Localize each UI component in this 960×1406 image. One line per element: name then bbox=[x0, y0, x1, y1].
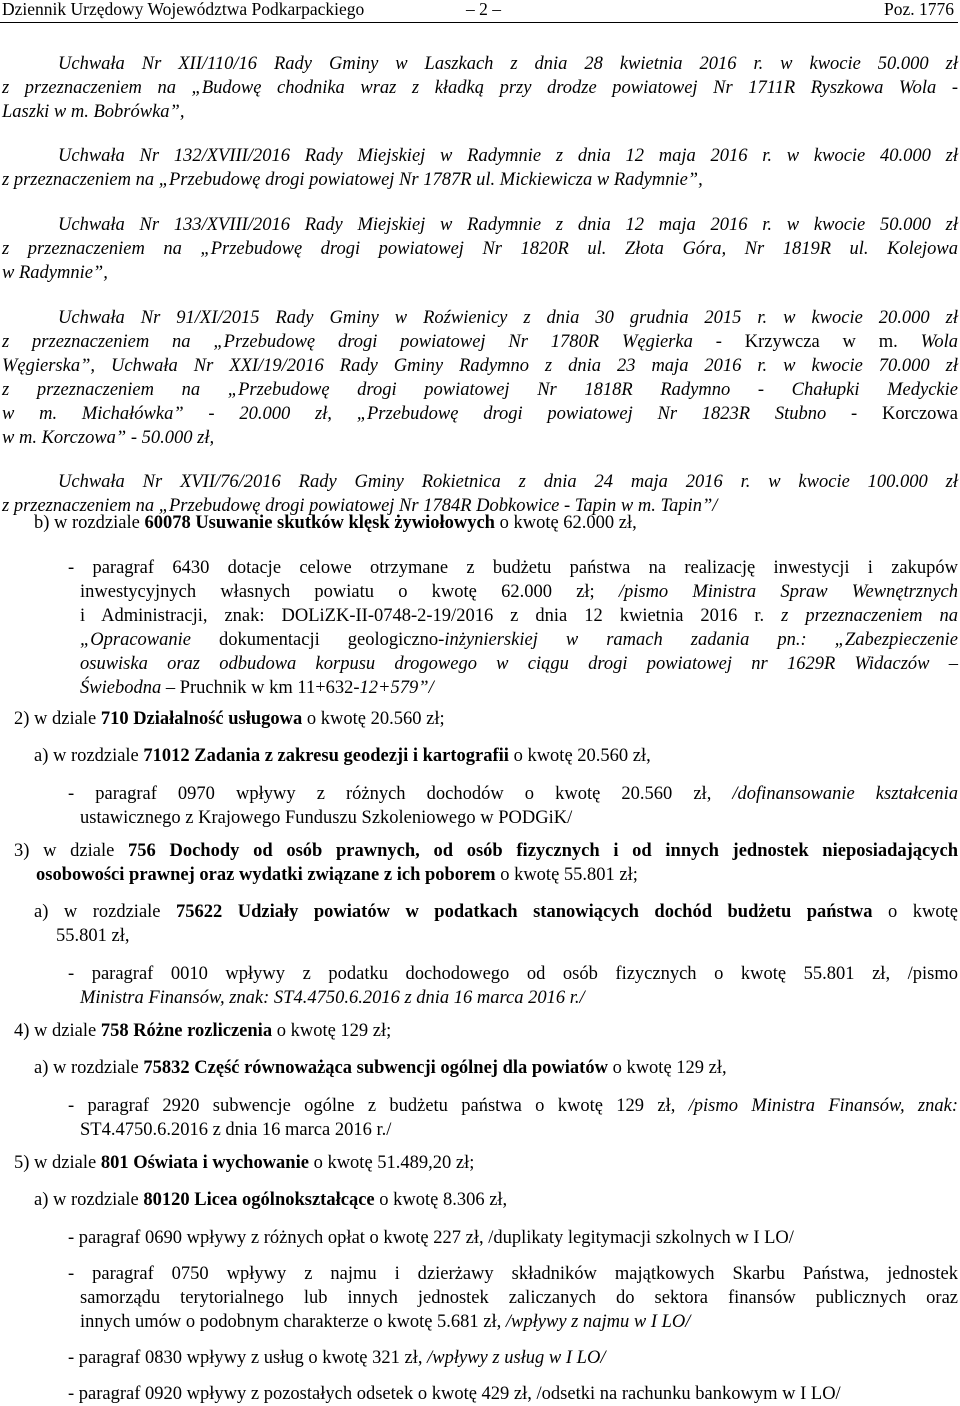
text-line: ustawicznego z Krajowego Funduszu Szkoleniowego w PODGiK/ bbox=[80, 808, 573, 828]
subsection-heading: a) w rozdziale 80120 Licea ogólnokształcące o kwotę 8.306 zł, bbox=[34, 1190, 508, 1210]
text-line: w m. Korczowa” - 50.000 zł, bbox=[2, 428, 215, 448]
text-line: Uchwała Nr 133/XVIII/2016 Rady Miejskiej w Radymnie z dnia 12 maja 2016 r. w kwocie 50.000 zł bbox=[58, 215, 958, 235]
subsection-heading: a) w rozdziale 75832 Część równoważąca subwencji ogólnej dla powiatów o kwotę 129 zł, bbox=[34, 1058, 727, 1078]
text-line: - paragraf 6430 dotacje celowe otrzymane z budżetu państwa na realizację inwestycji i zakupów bbox=[68, 558, 958, 578]
text-line: Uchwała Nr 91/XI/2015 Rady Gminy w Roźwienicy z dnia 30 grudnia 2015 r. w kwocie 20.000 zł bbox=[58, 308, 958, 328]
page-number: – 2 – bbox=[466, 0, 501, 19]
text-line: Węgierska”, Uchwała Nr XXI/19/2016 Rady Gminy Radymno z dnia 23 maja 2016 r. w kwocie 70.000 zł bbox=[2, 356, 958, 376]
section-heading: 5) w dziale 801 Oświata i wychowanie o kwotę 51.489,20 zł; bbox=[14, 1153, 475, 1173]
text-line: - paragraf 2920 subwencje ogólne z budżetu państwa o kwotę 129 zł, /pismo Ministra Finansów, znak: bbox=[68, 1096, 958, 1116]
text-line: z przeznaczeniem na „Przebudowę drogi powiatowej Nr 1787R ul. Mickiewicza w Radymnie”, bbox=[2, 170, 703, 190]
text-line: „Opracowanie dokumentacji geologiczno-inżynierskiej w ramach zadania pn.: „Zabezpieczenie bbox=[80, 630, 958, 650]
section-heading: 4) w dziale 758 Różne rozliczenia o kwotę 129 zł; bbox=[14, 1021, 392, 1041]
section-heading-cont: osobowości prawnej oraz wydatki związane z ich poborem o kwotę 55.801 zł; bbox=[36, 865, 638, 885]
text-line: - paragraf 0970 wpływy z różnych dochodów o kwotę 20.560 zł, /dofinansowanie kształcenia bbox=[68, 784, 958, 804]
subsection-heading: b) w rozdziale 60078 Usuwanie skutków klęsk żywiołowych o kwotę 62.000 zł, bbox=[34, 513, 637, 533]
text-line: z przeznaczeniem na „Budowę chodnika wraz z kładką przy drodze powiatowej Nr 1711R Ryszkowa Wola - bbox=[2, 78, 958, 98]
text-line: Świebodna – Pruchnik w km 11+632-12+579”/ bbox=[80, 678, 434, 698]
text-line: ST4.4750.6.2016 z dnia 16 marca 2016 r./ bbox=[80, 1120, 392, 1140]
text-line: w Radymnie”, bbox=[2, 263, 108, 283]
journal-title: Dziennik Urzędowy Województwa Podkarpackiego bbox=[2, 0, 365, 19]
text-line: z przeznaczeniem na „Przebudowę drogi powiatowej Nr 1784R Dobkowice - Tapin w m. Tapin”/ bbox=[2, 496, 718, 516]
section-heading: 3) w dziale 756 Dochody od osób prawnych, od osób fizycznych i od innych jednostek nieposiadających bbox=[14, 841, 958, 861]
text-line: innych umów o podobnym charakterze o kwotę 5.681 zł, /wpływy z najmu w I LO/ bbox=[80, 1312, 691, 1332]
text-line: Uchwała Nr XVII/76/2016 Rady Gminy Rokietnica z dnia 24 maja 2016 r. w kwocie 100.000 zł bbox=[58, 472, 958, 492]
text-line: Uchwała Nr 132/XVIII/2016 Rady Miejskiej w Radymnie z dnia 12 maja 2016 r. w kwocie 40.000 zł bbox=[58, 146, 958, 166]
text-line: 55.801 zł, bbox=[56, 926, 130, 946]
text-line: w m. Michałówka” - 20.000 zł, „Przebudowę drogi powiatowej Nr 1823R Stubno - Korczowa bbox=[2, 404, 958, 424]
text-line: Laszki w m. Bobrówka”, bbox=[2, 102, 185, 122]
text-line: inwestycyjnych własnych powiatu o kwotę 62.000 zł; /pismo Ministra Spraw Wewnętrznych bbox=[80, 582, 958, 602]
text-line: - paragraf 0690 wpływy z różnych opłat o kwotę 227 zł, /duplikaty legitymacji szkolnych w I LO/ bbox=[68, 1228, 794, 1248]
text-line: samorządu terytorialnego lub innych jednostek zaliczanych do sektora finansów publicznych oraz bbox=[80, 1288, 958, 1308]
text-line: - paragraf 0750 wpływy z najmu i dzierżawy składników majątkowych Skarbu Państwa, jednostek bbox=[68, 1264, 958, 1284]
text-line: z przeznaczeniem na „Przebudowę drogi powiatowej Nr 1820R ul. Złota Góra, Nr 1819R ul. Kolejowa bbox=[2, 239, 958, 259]
text-line: Ministra Finansów, znak: ST4.4750.6.2016 z dnia 16 marca 2016 r./ bbox=[80, 988, 585, 1008]
text-line: - paragraf 0920 wpływy z pozostałych odsetek o kwotę 429 zł, /odsetki na rachunku bankowym w I LO/ bbox=[68, 1384, 841, 1404]
position-number: Poz. 1776 bbox=[884, 0, 954, 19]
text-line: z przeznaczeniem na „Przebudowę drogi powiatowej Nr 1780R Węgierka - Krzywcza w m. Wola bbox=[2, 332, 958, 352]
subsection-heading: a) w rozdziale 71012 Zadania z zakresu geodezji i kartografii o kwotę 20.560 zł, bbox=[34, 746, 651, 766]
text-line: - paragraf 0830 wpływy z usług o kwotę 321 zł, /wpływy z usług w I LO/ bbox=[68, 1348, 606, 1368]
text-line: Uchwała Nr XII/110/16 Rady Gminy w Laszkach z dnia 28 kwietnia 2016 r. w kwocie 50.000 zł bbox=[58, 54, 958, 74]
page-header bbox=[0, 0, 958, 23]
subsection-heading: a) w rozdziale 75622 Udziały powiatów w podatkach stanowiących dochód budżetu państwa o kwotę bbox=[34, 902, 958, 922]
text-line: - paragraf 0010 wpływy z podatku dochodowego od osób fizycznych o kwotę 55.801 zł, /pismo bbox=[68, 964, 958, 984]
text-line: i Administracji, znak: DOLiZK-II-0748-2-19/2016 z dnia 12 kwietnia 2016 r. z przeznaczeniem na bbox=[80, 606, 959, 626]
section-heading: 2) w dziale 710 Działalność usługowa o kwotę 20.560 zł; bbox=[14, 709, 445, 729]
text-line: osuwiska oraz odbudowa korpusu drogowego w ciągu drogi powiatowej nr 1629R Widaczów – bbox=[80, 654, 958, 674]
text-line: z przeznaczeniem na „Przebudowę drogi powiatowej Nr 1818R Radymno - Chałupki Medyckie bbox=[2, 380, 958, 400]
